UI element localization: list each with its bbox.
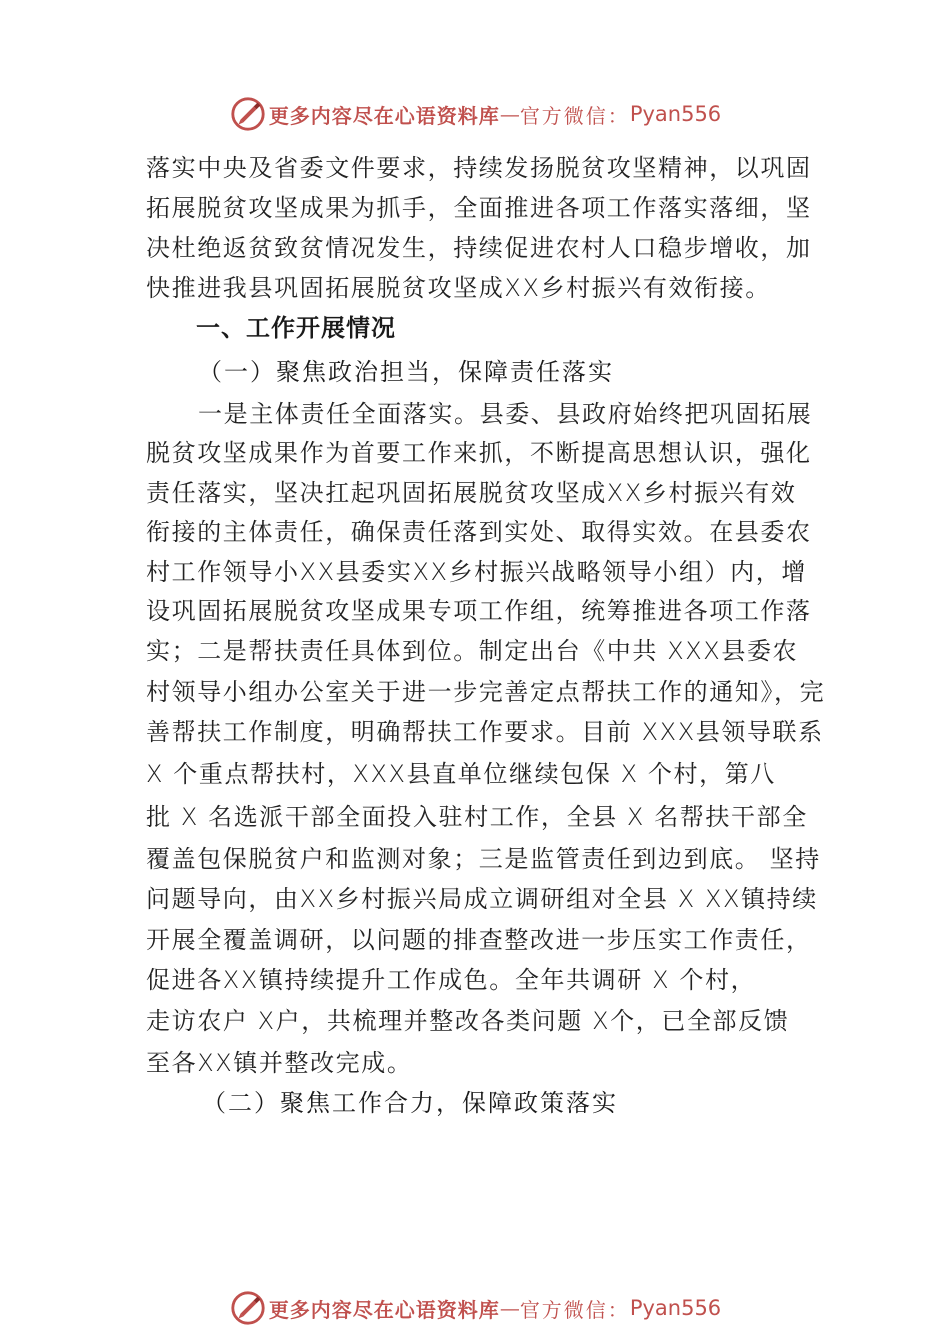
body-line: 批 X 名选派干部全面投入驻村工作，全县 X 名帮扶干部全 bbox=[146, 803, 808, 831]
banner-text: 更多内容尽在心语资料库 bbox=[268, 1297, 500, 1322]
body-line: 衔接的主体责任，确保责任落到实处、取得实效。在县委农 bbox=[146, 518, 812, 546]
body-line: 决杜绝返贫致贫情况发生，持续促进农村人口稳步增收，加 bbox=[146, 234, 812, 262]
body-line: 至各XX镇并整改完成。 bbox=[146, 1049, 413, 1077]
subsection-heading: （一）聚焦政治担当，保障责任落实 bbox=[198, 358, 614, 386]
banner-separator: — bbox=[499, 102, 520, 126]
banner-sub: 官方微信： bbox=[519, 1297, 630, 1322]
subsection-heading: （二）聚焦工作合力，保障政策落实 bbox=[202, 1089, 618, 1117]
banner-sub: 官方微信： bbox=[519, 103, 630, 128]
body-line: 责任落实，坚决扛起巩固拓展脱贫攻坚成XX乡村振兴有效 bbox=[146, 479, 797, 507]
body-line: 落实中央及省委文件要求，持续发扬脱贫攻坚精神，以巩固 bbox=[146, 154, 812, 182]
footer-watermark bbox=[0, 1288, 950, 1328]
body-line: 实；二是帮扶责任具体到位。制定出台《中共 XXX县委农 bbox=[146, 637, 799, 665]
body-line: 脱贫攻坚成果作为首要工作来抓，不断提高思想认识，强化 bbox=[146, 439, 812, 467]
body-line: 走访农户 X户，共梳理并整改各类问题 X个，已全部反馈 bbox=[146, 1007, 790, 1035]
body-line: 善帮扶工作制度，明确帮扶工作要求。目前 XXX县领导联系 bbox=[146, 718, 824, 746]
body-line: 问题导向，由XX乡村振兴局成立调研组对全县 X XX镇持续 bbox=[146, 885, 818, 913]
body-line: 覆盖包保脱贫户和监测对象；三是监管责任到边到底。 坚持 bbox=[146, 845, 821, 873]
banner-id: Pyan556 bbox=[629, 102, 722, 126]
body-line: 拓展脱贫攻坚成果为抓手，全面推进各项工作落实落细，坚 bbox=[146, 194, 812, 222]
banner-text: 更多内容尽在心语资料库 bbox=[268, 103, 500, 128]
body-line: 村领导小组办公室关于进一步完善定点帮扶工作的通知》，完 bbox=[146, 678, 826, 706]
banner-separator: — bbox=[499, 1296, 520, 1320]
logo-icon bbox=[229, 95, 267, 133]
body-line: 村工作领导小XX县委实XX乡村振兴战略领导小组）内，增 bbox=[146, 558, 807, 586]
body-line: X 个重点帮扶村，XXX县直单位继续包保 X 个村，第八 bbox=[146, 760, 776, 788]
body-line: 快推进我县巩固拓展脱贫攻坚成XX乡村振兴有效衔接。 bbox=[146, 274, 771, 302]
body-line: 一是主体责任全面落实。县委、县政府始终把巩固拓展 bbox=[198, 400, 813, 428]
body-line: 开展全覆盖调研，以问题的排查整改进一步压实工作责任， bbox=[146, 926, 812, 954]
section-heading: 一、工作开展情况 bbox=[196, 314, 396, 342]
header-watermark bbox=[0, 94, 950, 134]
body-line: 促进各XX镇持续提升工作成色。全年共调研 X 个村， bbox=[146, 966, 757, 994]
logo-icon bbox=[229, 1289, 267, 1327]
body-line: 设巩固拓展脱贫攻坚成果专项工作组，统筹推进各项工作落 bbox=[146, 597, 812, 625]
banner-id: Pyan556 bbox=[629, 1296, 722, 1320]
